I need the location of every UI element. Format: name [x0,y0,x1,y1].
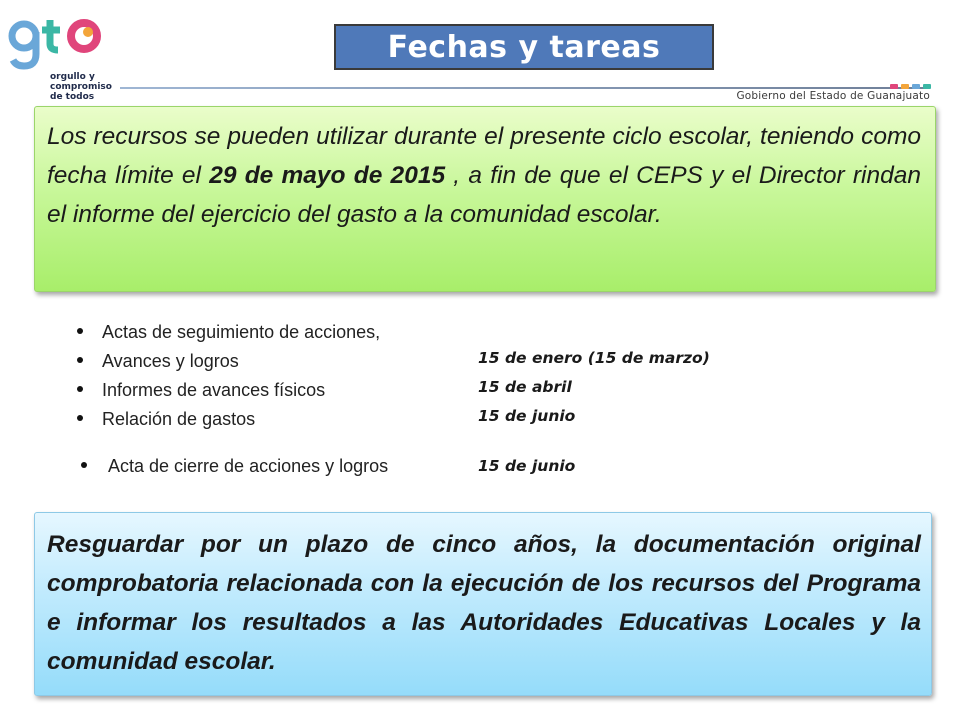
list-item: Relación de gastos [74,405,380,434]
header-divider [120,87,930,89]
closing-dates [478,452,575,481]
notice-panel [34,512,932,696]
notice-text: Resguardar por un plazo de cinco años, la documentación original comprobatoria relacionada con la ejecución de los recursos del Programa e informar los resultados a las Autoridades Educativas Locales y la comunidad escolar. [47,531,921,675]
gto-wordmark-icon [8,14,108,74]
page-title-box [334,24,714,70]
intro-text-part: Los recursos se pueden utilizar durante el presente ciclo escolar, teniendo como fecha límite el [47,123,921,189]
deadline-date: 29 de mayo de 2015 [209,162,446,189]
gto-logo [8,14,118,102]
list-item: Acta de cierre de acciones y logros [78,452,388,481]
closing-task-list [78,452,388,481]
logo-tagline [50,72,112,102]
gov-label: Gobierno del Estado de Guanajuato [736,90,930,102]
page-title: Fechas y tareas [387,29,661,65]
list-item: Avances y logros [74,347,380,376]
intro-text [47,117,921,234]
intro-panel [34,106,936,292]
task-date: 15 de abril [478,378,572,396]
task-date: 15 de junio [478,407,576,425]
intro-text-part: , a fin de que el CEPS y el Director rindan el informe del ejercicio del gasto a la comunidad escolar. [47,162,921,228]
list-item: Informes de avances físicos [74,376,380,405]
task-dates [478,344,710,431]
closing-date: 15 de junio [478,457,576,475]
task-list [74,318,380,434]
task-date: 15 de enero (15 de marzo) [478,349,710,367]
tagline-line: orgullo y [50,72,95,82]
tagline-line: de todos [50,92,95,102]
tagline-line: compromiso [50,82,112,92]
gov-color-dots-icon [890,84,931,89]
list-item: Actas de seguimiento de acciones, [74,318,380,347]
